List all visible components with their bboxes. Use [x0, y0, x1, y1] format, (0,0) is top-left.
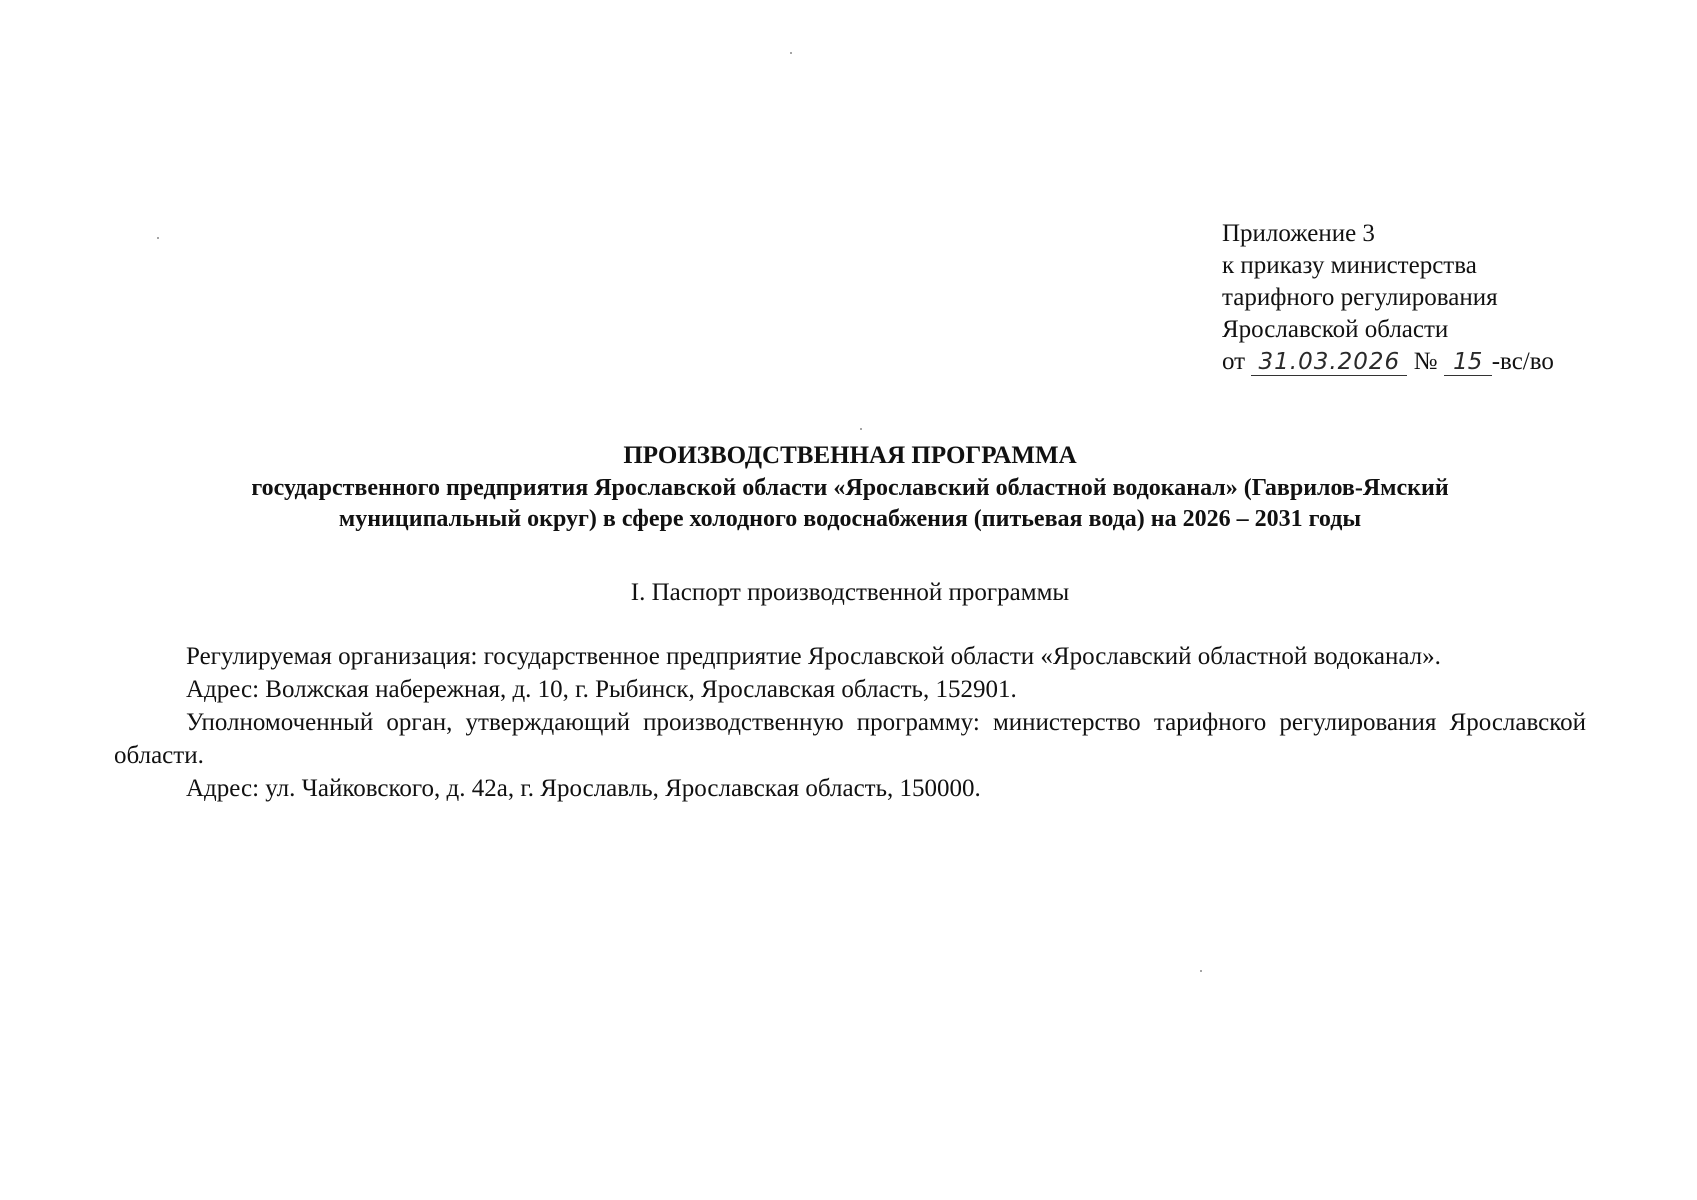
- authority-address: Адрес: ул. Чайковского, д. 42а, г. Ярославль, Ярославская область, 150000.: [186, 775, 981, 802]
- handwritten-date: 31.03.2026: [1251, 349, 1407, 376]
- approving-authority: Уполномоченный орган, утверждающий производственную программу: министерство тарифного регулирования Ярославской области.: [114, 709, 1586, 769]
- number-sign: №: [1413, 348, 1438, 375]
- document-subtitle-line-2: муниципальный округ) в сфере холодного водоснабжения (питьевая вода) на 2026 – 2031 годы: [338, 506, 1362, 532]
- number-suffix: -вс/во: [1491, 348, 1554, 375]
- section-heading: I. Паспорт производственной программы: [630, 579, 1070, 606]
- appendix-block: [1222, 218, 1554, 378]
- appendix-order-line: к приказу министерства: [1222, 252, 1477, 279]
- organization-address: Адрес: Волжская набережная, д. 10, г. Рыбинск, Ярославская область, 152901.: [186, 676, 1017, 703]
- appendix-title: Приложение 3: [1222, 220, 1375, 247]
- scan-speck: [157, 237, 159, 239]
- date-prefix: от: [1222, 348, 1246, 375]
- document-title-block: [110, 440, 1590, 535]
- scan-speck: [860, 428, 862, 430]
- scan-speck: [1200, 970, 1202, 972]
- document-subtitle-line-1: государственного предприятия Ярославской области «Ярославский областной водоканал» (Гаврилов-Ямский: [251, 475, 1449, 501]
- appendix-region-line: Ярославской области: [1222, 316, 1449, 343]
- handwritten-number: 15: [1444, 349, 1492, 376]
- regulated-organization: Регулируемая организация: государственное предприятие Ярославской области «Ярославский областной водоканал».: [186, 643, 1441, 670]
- appendix-ministry-line: тарифного регулирования: [1222, 284, 1498, 311]
- scan-speck: [790, 52, 792, 54]
- passport-section: [114, 640, 1586, 805]
- document-title: ПРОИЗВОДСТВЕННАЯ ПРОГРАММА: [623, 442, 1077, 469]
- appendix-date-line: [1222, 346, 1554, 378]
